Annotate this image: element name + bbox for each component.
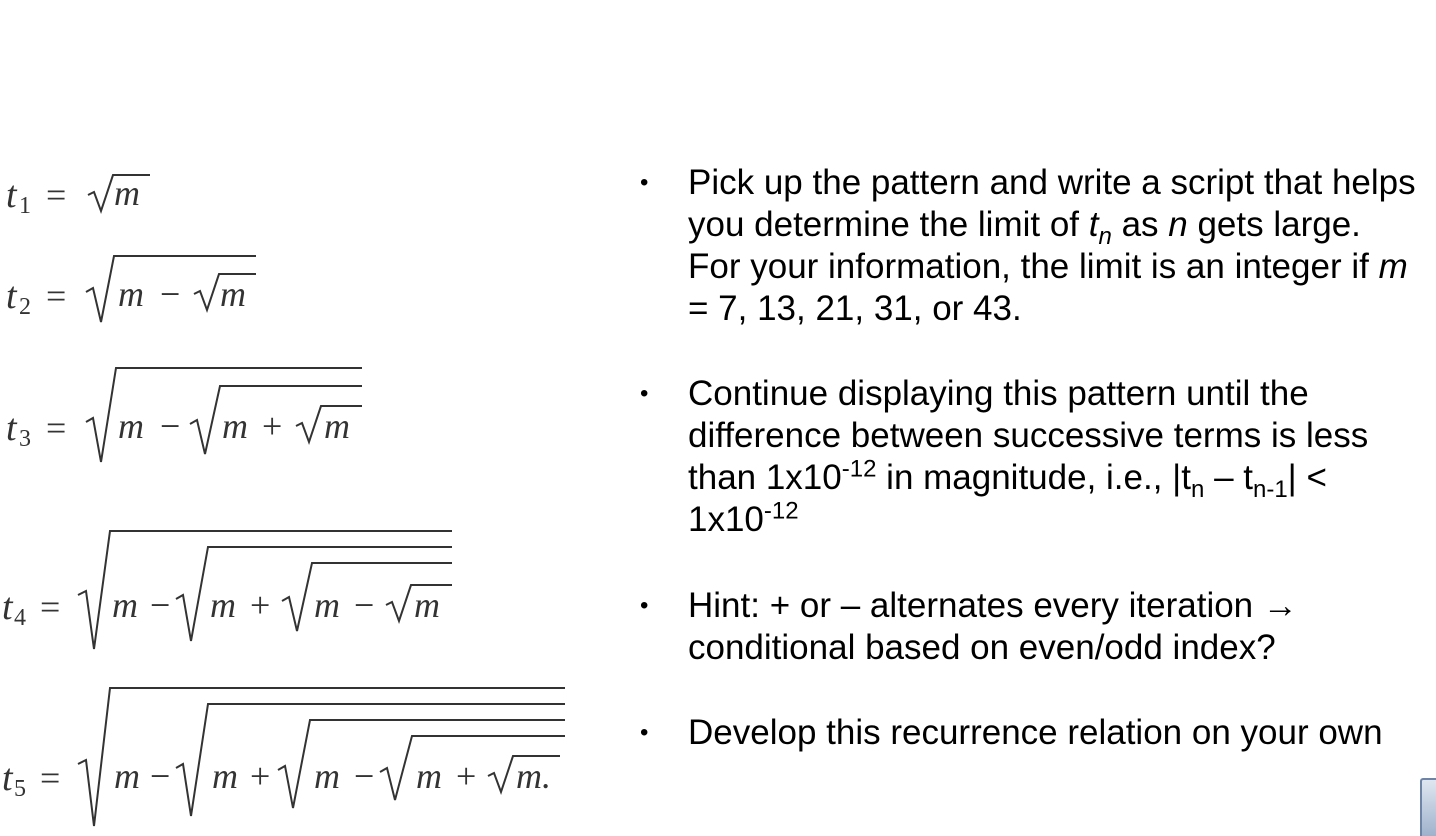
equation-t5 bbox=[0, 680, 600, 830]
eq2-term: m bbox=[118, 274, 144, 314]
eq5-op: + bbox=[250, 756, 271, 796]
eq3-equals: = bbox=[46, 408, 67, 448]
eq4-term: m bbox=[414, 585, 440, 625]
var-sub-n: n bbox=[1098, 223, 1112, 250]
eq5-op: − bbox=[150, 756, 171, 796]
eq3-op: + bbox=[262, 406, 283, 446]
bullet-item-develop bbox=[640, 712, 1383, 754]
equation-t2 bbox=[0, 250, 600, 330]
equation-t2-graphic bbox=[0, 250, 300, 330]
equation-t5-graphic bbox=[0, 680, 600, 830]
bullet-dot: • bbox=[640, 169, 649, 196]
bullet-text: = 7, 13, 21, 31, or 43. bbox=[688, 289, 1022, 328]
exponent: -12 bbox=[841, 455, 877, 483]
eq4-op: − bbox=[150, 585, 171, 625]
eq3-op: − bbox=[160, 406, 181, 446]
equation-t1 bbox=[0, 165, 600, 225]
bullet-item-continue bbox=[640, 373, 1420, 541]
eq5-lhs-sub: 5 bbox=[14, 776, 26, 802]
bullet-text: Develop this recurrence relation on your own bbox=[688, 713, 1383, 752]
bullet-text: Hint: + or – alternates every iteration → conditional based on even/odd index? bbox=[688, 586, 1298, 667]
eq3-term: m bbox=[222, 406, 248, 446]
eq4-op: − bbox=[354, 585, 375, 625]
eq4-equals: = bbox=[40, 587, 61, 627]
eq3-lhs: t bbox=[6, 407, 17, 449]
subscript: n-1 bbox=[1252, 476, 1288, 503]
eq1-term: m bbox=[114, 173, 140, 213]
eq4-lhs: t bbox=[2, 586, 13, 628]
eq5-lhs: t bbox=[2, 757, 13, 799]
var-t: t bbox=[1088, 205, 1099, 244]
eq1-lhs-sub: 1 bbox=[19, 193, 31, 219]
equation-t4-graphic bbox=[0, 525, 480, 655]
bullet-text: as bbox=[1111, 205, 1169, 244]
eq3-lhs-sub: 3 bbox=[19, 426, 31, 452]
eq5-op: − bbox=[354, 756, 375, 796]
eq2-lhs: t bbox=[6, 275, 17, 317]
var-n: n bbox=[1168, 205, 1188, 244]
eq3-term: m bbox=[118, 406, 144, 446]
eq5-op: + bbox=[456, 756, 477, 796]
eq4-term: m bbox=[210, 585, 236, 625]
eq4-lhs-sub: 4 bbox=[14, 605, 26, 631]
bullet-item-pattern bbox=[640, 162, 1420, 330]
exponent: -12 bbox=[763, 497, 799, 525]
equation-t1-graphic bbox=[0, 165, 200, 225]
bullet-text: Continue displaying this pattern until the difference between successive terms is less than 1x10 bbox=[688, 374, 1369, 497]
equation-t4 bbox=[0, 525, 600, 655]
bullet-dot: • bbox=[640, 719, 649, 746]
eq5-term: m. bbox=[516, 756, 551, 796]
bullet-text: gets large. For your information, the limit is an integer if bbox=[688, 205, 1379, 286]
window-corner-widget[interactable] bbox=[1420, 778, 1436, 836]
eq4-op: + bbox=[250, 585, 271, 625]
eq5-term: m bbox=[212, 756, 238, 796]
bullet-dot: • bbox=[640, 380, 649, 407]
bullet-text: – t bbox=[1204, 458, 1253, 497]
bullet-dot: • bbox=[640, 592, 649, 619]
eq5-equals: = bbox=[40, 758, 61, 798]
eq5-term: m bbox=[314, 756, 340, 796]
eq5-term: m bbox=[416, 756, 442, 796]
bullet-item-hint bbox=[640, 585, 1420, 669]
bullet-text: Pick up the pattern and write a script that helps you determine the limit of bbox=[688, 163, 1416, 244]
equation-t3 bbox=[0, 362, 600, 467]
eq1-equals: = bbox=[46, 175, 67, 215]
eq2-op: − bbox=[160, 274, 181, 314]
eq2-lhs-sub: 2 bbox=[19, 294, 31, 320]
bullet-text: | < 1x10 bbox=[688, 458, 1327, 539]
eq2-term: m bbox=[220, 274, 246, 314]
var-m: m bbox=[1378, 247, 1408, 286]
bullet-text: in magnitude, i.e., |t bbox=[876, 458, 1191, 497]
eq2-equals: = bbox=[46, 276, 67, 316]
subscript: n bbox=[1190, 476, 1205, 503]
eq1-lhs: t bbox=[6, 174, 17, 216]
eq4-term: m bbox=[112, 585, 138, 625]
equation-t3-graphic bbox=[0, 362, 400, 467]
eq3-term: m bbox=[324, 406, 350, 446]
eq5-term: m bbox=[114, 756, 140, 796]
eq4-term: m bbox=[314, 585, 340, 625]
